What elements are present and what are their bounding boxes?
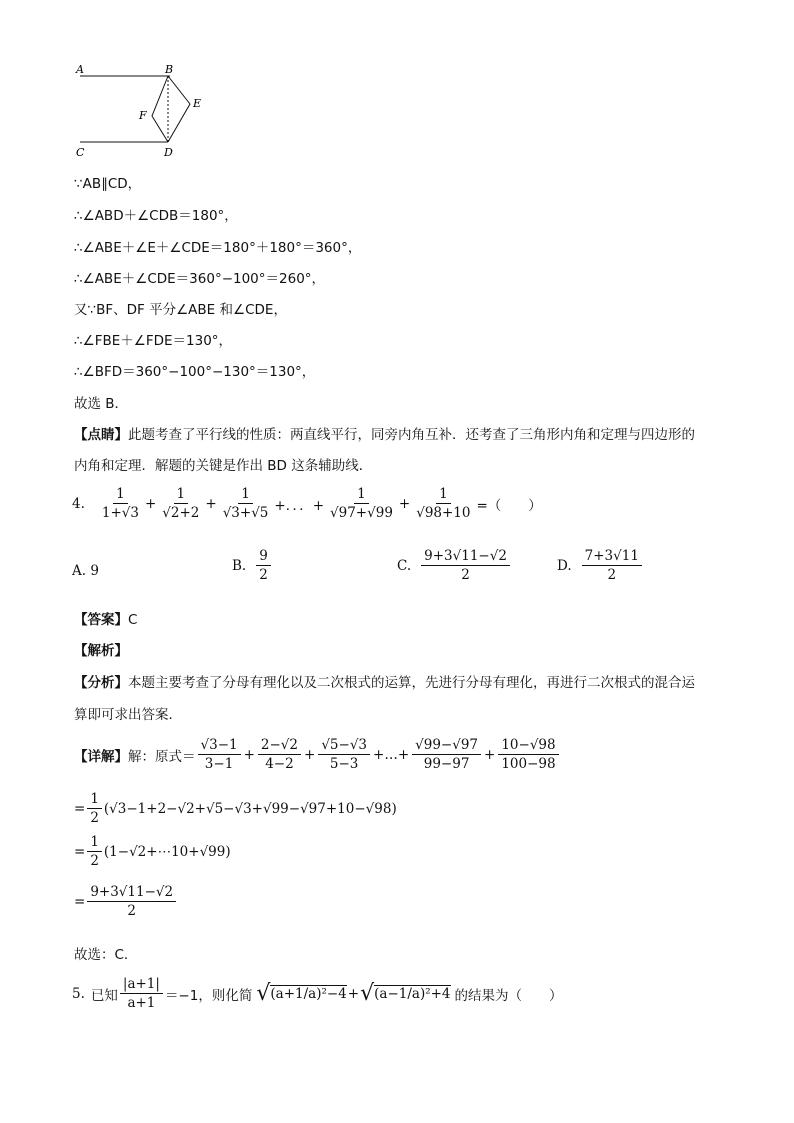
q4-fenxi-line-2: 算即可求出答案． [74,707,182,723]
q4-option-d: D. $\frac{7+3√11}{2}$ [557,548,644,583]
q4-analysis-tag: 【解析】 [74,643,128,659]
q4-term-2: $\frac{1}{√2+2}$ [162,486,200,521]
q4-detail-line: 【详解】 解：原式＝ $\frac{√3-1}{3-1}$ + $\frac{2-√2}{4-2}$ + $\frac{√5-√3}{5-3}$ +…+ $\frac{√99-√97}{99-97}$ + $\frac{10-√98}{100-98}$ [74,737,561,772]
proof-line-5: 又∵BF、DF 平分∠ABE 和∠CDE， [74,302,287,318]
comment-line-1 [74,423,695,443]
q4-option-a: A. 9 [72,563,99,579]
q4-term-1: $\frac{1}{1+√3}$ [101,486,139,521]
q4-option-b: B. $\frac{9}{2}$ [232,548,273,583]
geometry-figure [70,60,220,160]
q4-choice: 故选：C． [74,947,138,963]
q4-term-4: $\frac{1}{√97+√99}$ [330,486,393,521]
label-d: D [164,146,173,159]
proof-line-6: ∴∠FBE＋∠FDE＝130°， [74,333,233,349]
label-f: F [139,109,147,122]
q4-step-3: = $\frac{9+3√11-√2}{2}$ [74,884,178,919]
q4-answer: 【答案】C [74,612,138,628]
q4-ellipsis: +．．．+ [274,497,325,514]
q4-term-3: $\frac{1}{√3+√5}$ [222,486,269,521]
q4-term-5: $\frac{1}{√98+10}$ [416,486,471,521]
proof-line-3: ∴∠ABE＋∠E＋∠CDE＝180°＋180°＝360°， [74,240,362,256]
segment-bfd [152,76,168,142]
q4-option-c: C. $\frac{9+3√11-√2}{2}$ [397,548,512,583]
label-c: C [76,146,85,159]
q4-number: 4. [72,495,85,512]
q4-step-1: = $\frac{1}{2}$ (√3−1+2−√2+√5−√3+√99−√97+10−√98) [74,791,397,826]
comment-tag: 【点睛】 [74,427,128,443]
q4-step-2: = $\frac{1}{2}$ (1−√2+⋯10+√99) [74,834,231,869]
proof-line-7: ∴∠BFD＝360°−100°−130°＝130°， [74,364,316,380]
segment-bed [168,76,190,142]
question-4: 4. $\frac{1}{1+√3}$ + $\frac{1}{√2+2}$ + $\frac{1}{√3+√5}$ +．．．+ $\frac{1}{√97+√99}$ + $\frac{1}{√98+10}$ =（ ） [72,486,542,521]
comment-line-2: 内角和定理．解题的关键是作出 BD 这条辅助线． [74,458,373,474]
proof-line-1: ∵AB∥CD， [74,176,142,192]
label-b: B [165,63,174,76]
proof-choice: 故选 B． [74,396,129,412]
proof-line-2: ∴∠ABD＋∠CDB＝180°， [74,208,238,224]
label-a: A [76,63,84,76]
comment-text-1: 此题考查了平行线的性质：两直线平行，同旁内角互补．还考查了三角形内角和定理与四边形的 [128,427,695,443]
proof-line-4: ∴∠ABE＋∠CDE＝360°−100°＝260°， [74,271,326,287]
q4-fenxi-line-1: 【分析】本题主要考查了分母有理化以及二次根式的运算，先进行分母有理化，再进行二次根式的混合运 [74,675,695,691]
question-5: 5. 已知 $\frac{|a+1|}{a+1}$ ＝−1，则化简 √ (a+1/a)²−4 + √ (a−1/a)²+4 的结果为（ ） [72,976,563,1011]
label-e: E [193,97,202,110]
q4-tail: =（ ） [476,497,542,514]
